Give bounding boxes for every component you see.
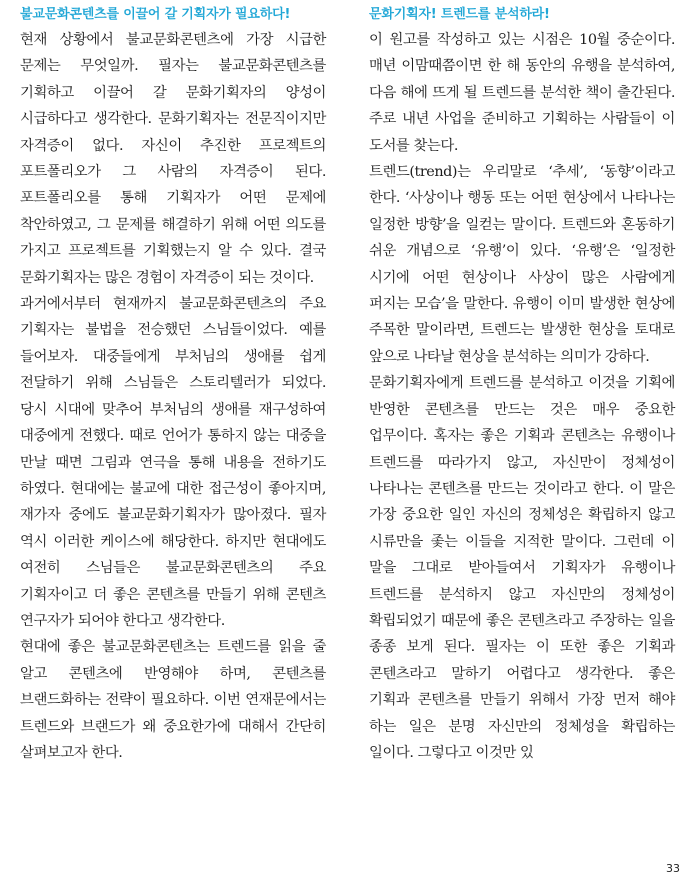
body-paragraph: 이 원고를 작성하고 있는 시점은 10월 중순이다. 매년 이맘때쯤이면 한 해 동안의 유행을 분석하여, 다음 해에 뜨게 될 트렌드를 분석한 책이 출간된다. 주로 내년 사업을 준비하고 기획하는 사람들이 이 도서를 찾는다. (369, 32, 675, 154)
section-heading-right: 문화기획자! 트렌드를 분석하라! (369, 7, 550, 22)
left-body (20, 27, 326, 766)
left-column (20, 0, 326, 766)
right-column (369, 0, 675, 766)
body-paragraph: 과거에서부터 현재까지 불교문화콘텐츠의 주요 기획자는 불법을 전승했던 스님들이었다. 예를 들어보자. 대중들에게 부처님의 생애를 쉽게 전달하기 위해 스님들은 스토리텔러가 되었다. 당시 시대에 맞추어 부처님의 생애를 재구성하여 대중에게 전했다. 때로 언어가 통하지 않는 대중을 만날 때면 그림과 연극을 통해 내용을 전하기도 하였다. 현대에는 불교에 대한 접근성이 좋아지며, 재가자 중에도 불교문화기획자가 많아졌다. 필자 역시 이러한 케이스에 해당한다. 하지만 현대에도 여전히 스님들은 불교문화콘텐츠의 주요 기획자이고 더 좋은 콘텐츠를 만들기 위해 콘텐츠 연구자가 되어야 한다고 생각한다. (20, 296, 326, 629)
body-paragraph: 트렌드(trend)는 우리말로 ‘추세’, ‘동향’이라고 한다. ‘사상이나 행동 또는 어떤 현상에서 나타나는 일정한 방향’을 일컫는 말이다. 트렌드와 혼동하기 쉬운 개념으로 ‘유행’이 있다. ‘유행’은 ‘일정한 시기에 어떤 현상이나 사상이 많은 사람에게 퍼지는 모습’을 말한다. 유행이 이미 발생한 현상에 주목한 말이라면, 트렌드는 발생한 현상을 토대로 앞으로 나타날 현상을 분석하는 의미가 강하다. (369, 164, 675, 365)
right-body (369, 27, 675, 766)
section-heading-left: 불교문화콘텐츠를 이끌어 갈 기획자가 필요하다! (20, 7, 291, 22)
body-paragraph: 문화기획자에게 트렌드를 분석하고 이것을 기획에 반영한 콘텐츠를 만드는 것은 매우 중요한 업무이다. 혹자는 좋은 기획과 콘텐츠는 유행이나 트렌드를 따라가지 않고, 자신만이 정체성이 나타나는 콘텐츠를 만드는 것이라고 한다. 이 말은 가장 중요한 일인 자신의 정체성은 확립하지 않고 시류만을 좇는 이들을 지적한 말이다. 그런데 이 말을 그대로 받아들여서 기획자가 유행이나 트렌드를 분석하지 않고 자신만의 정체성이 확립되었기 때문에 좋은 콘텐츠라고 주장하는 일을 종종 보게 된다. 필자는 이 또한 좋은 기획과 콘텐츠라고 말하기 어렵다고 생각한다. 좋은 기획과 콘텐츠를 만들기 위해서 가장 먼저 해야 하는 일은 분명 자신만의 정체성을 확립하는 일이다. 그렇다고 이것만 있 (369, 375, 675, 761)
body-paragraph: 현대에 좋은 불교문화콘텐츠는 트렌드를 읽을 줄 알고 콘텐츠에 반영해야 하며, 콘텐츠를 브랜드화하는 전략이 필요하다. 이번 연재문에서는 트렌드와 브랜드가 왜 중요한가에 대해서 간단히 살펴보고자 한다. (20, 639, 326, 761)
page-number: 33 (666, 862, 680, 875)
body-paragraph: 현재 상황에서 불교문화콘텐츠에 가장 시급한 문제는 무엇일까. 필자는 불교문화콘텐츠를 기획하고 이끌어 갈 문화기획자의 양성이 시급하다고 생각한다. 문화기획자는 전문직이지만 자격증이 없다. 자신이 추진한 프로젝트의 포트폴리오가 그 사람의 자격증이 된다. 포트폴리오를 통해 기획자가 어떤 문제에 착안하였고, 그 문제를 해결하기 위해 어떤 의도를 가지고 프로젝트를 기획했는지 알 수 있다. 결국 문화기획자는 많은 경험이 자격증이 되는 것이다. (20, 32, 326, 286)
